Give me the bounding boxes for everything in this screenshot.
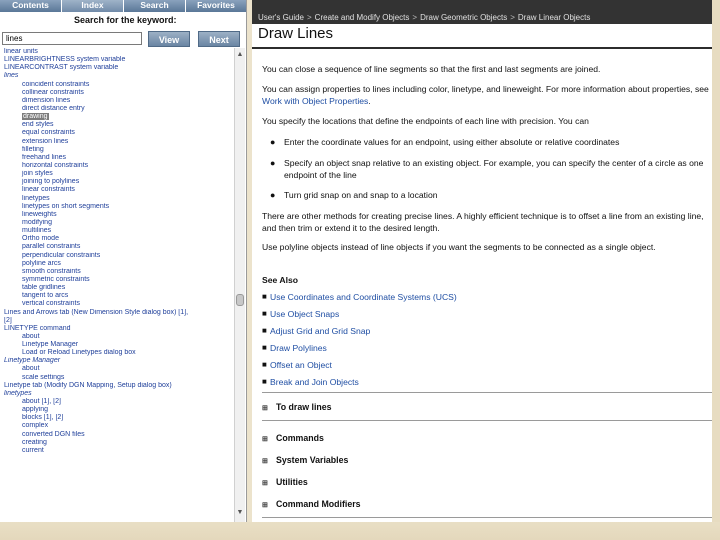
plus-box-icon: ⊞	[262, 480, 268, 487]
index-entry[interactable]: Linetype tab (Modify DGN Mapping, Setup dialog box)	[4, 381, 172, 389]
see-also-heading: See Also	[262, 275, 298, 285]
section-to-draw-lines[interactable]: ⊞ To draw lines	[262, 401, 332, 413]
index-subentry[interactable]: freehand lines	[22, 153, 66, 161]
breadcrumb-separator-icon: >	[307, 13, 312, 22]
index-subentry[interactable]: about [1], [2]	[22, 398, 61, 406]
breadcrumb	[258, 13, 590, 22]
section-divider	[262, 392, 712, 393]
link-work-with-object-properties[interactable]: Work with Object Properties	[262, 95, 369, 106]
index-subentry[interactable]: linetypes on short segments	[22, 202, 110, 210]
breadcrumb-separator-icon: >	[510, 13, 515, 22]
index-entry[interactable]: lines	[4, 72, 19, 80]
breadcrumb-draw-linear[interactable]: Draw Linear Objects	[517, 13, 591, 22]
bullet-icon: ●	[270, 137, 276, 147]
index-subentry[interactable]: about	[22, 332, 40, 340]
breadcrumb-draw-geometric[interactable]: Draw Geometric Objects	[420, 13, 508, 22]
help-index-pane	[0, 0, 247, 522]
index-subentry[interactable]: direct distance entry	[22, 104, 85, 112]
index-subentry[interactable]: modifying	[22, 218, 52, 226]
index-subentry[interactable]: horizontal constraints	[22, 161, 89, 169]
see-also-link[interactable]: ■ Use Coordinates and Coordinate Systems (UCS)	[262, 292, 457, 302]
index-subentry[interactable]: Ortho mode	[22, 235, 59, 243]
section-divider	[262, 420, 712, 421]
index-subentry[interactable]: current	[22, 446, 44, 454]
bullet-icon: ■	[262, 326, 267, 335]
section-utilities[interactable]: ⊞ Utilities	[262, 476, 308, 488]
index-subentry[interactable]: dimension lines	[22, 96, 71, 104]
index-subentry[interactable]: collinear constraints	[22, 88, 84, 96]
index-subentry[interactable]: symmetric constraints	[22, 275, 90, 283]
next-button[interactable]: Next	[198, 31, 240, 47]
search-label: Search for the keyword:	[74, 15, 177, 25]
tab-index[interactable]: Index	[62, 0, 124, 12]
index-subentry[interactable]: complex	[22, 422, 49, 430]
index-entry[interactable]: LINEARBRIGHTNESS system variable	[4, 56, 126, 64]
help-content-pane	[252, 0, 712, 522]
index-subentry[interactable]: drawing	[23, 113, 48, 121]
paragraph-polyline: Use polyline objects instead of line objects if you want the segments to be connected as a single object.	[262, 242, 656, 252]
index-subentry[interactable]: converted DGN files	[22, 430, 85, 438]
see-also-link[interactable]: ■ Use Object Snaps	[262, 309, 340, 319]
index-entry[interactable]: linetypes	[4, 389, 32, 397]
scroll-down-icon[interactable]: ▼	[236, 509, 244, 516]
title-divider	[252, 47, 712, 49]
tab-favorites[interactable]: Favorites	[186, 0, 246, 12]
scroll-up-icon[interactable]: ▲	[236, 51, 244, 58]
tab-contents[interactable]: Contents	[0, 0, 62, 12]
plus-box-icon: ⊞	[262, 405, 268, 412]
index-entry[interactable]: LINEARCONTRAST system variable	[4, 64, 119, 72]
paragraph-properties-text: You can assign properties to lines including color, linetype, and lineweight. For more information about properties, see	[262, 84, 709, 94]
index-subentry[interactable]: multilines	[22, 227, 52, 235]
index-subentry[interactable]: scale settings	[22, 373, 65, 381]
index-subentry[interactable]: table gridlines	[22, 284, 66, 292]
index-subentry[interactable]: creating	[22, 438, 47, 446]
bullet-icon: ■	[262, 377, 267, 386]
tab-search[interactable]: Search	[124, 0, 186, 12]
breadcrumb-separator-icon: >	[412, 13, 418, 22]
index-subentry[interactable]: join styles	[22, 170, 53, 178]
index-subentry[interactable]: polyline arcs	[22, 259, 61, 267]
bullet-item	[270, 137, 710, 149]
bullet-icon: ■	[262, 292, 267, 301]
index-subentry[interactable]: lineweights	[22, 210, 57, 218]
plus-box-icon: ⊞	[262, 458, 268, 465]
breadcrumb-users-guide[interactable]: User's Guide	[258, 13, 304, 22]
bullet-icon: ■	[262, 360, 267, 369]
paragraph-other-methods: There are other methods for creating precise lines. A highly efficient technique is to offset a line from an existing line, and then trim or extend it to the desired length.	[262, 211, 704, 233]
index-subentry[interactable]: joining to polylines	[22, 178, 80, 186]
index-scrollbar[interactable]	[234, 48, 245, 522]
scroll-thumb[interactable]	[236, 294, 244, 306]
index-subentry[interactable]: applying	[22, 406, 49, 414]
breadcrumb-bar	[252, 0, 712, 24]
index-subentry[interactable]: about	[22, 365, 40, 373]
index-subentry[interactable]: linetypes	[22, 194, 50, 202]
index-entry[interactable]: Linetype Manager	[4, 357, 61, 365]
index-subentry[interactable]: tangent to arcs	[22, 292, 69, 300]
plus-box-icon: ⊞	[262, 502, 268, 509]
index-subentry[interactable]: blocks [1], [2]	[22, 414, 64, 422]
bullet-icon: ●	[270, 190, 276, 200]
background-border	[0, 522, 720, 540]
index-subentry[interactable]: filleting	[22, 145, 44, 153]
index-subentry[interactable]: Load or Reload Linetypes dialog box	[22, 349, 136, 357]
see-also-link[interactable]: ■ Draw Polylines	[262, 343, 327, 353]
bullet-text: Turn grid snap on and snap to a location	[284, 190, 438, 200]
section-commands[interactable]: ⊞ Commands	[262, 432, 324, 444]
index-subentry[interactable]: parallel constraints	[22, 243, 81, 251]
paragraph-specify-locations: You specify the locations that define the endpoints of each line with precision. You can	[262, 116, 589, 126]
index-entry[interactable]: Lines and Arrows tab (New Dimension Style dialog box) [1],	[4, 308, 189, 316]
see-also-link[interactable]: ■ Adjust Grid and Grid Snap	[262, 326, 371, 336]
bullet-item	[270, 190, 710, 202]
paragraph-close-sequence: You can close a sequence of line segments so that the first and last segments are joined.	[262, 64, 601, 74]
index-entry[interactable]: LINETYPE command	[4, 324, 71, 332]
index-subentry[interactable]: Linetype Manager	[22, 341, 79, 349]
bullet-text: Specify an object snap relative to an existing object. For example, you can specify the center of a circle as one endpoint of the line	[284, 158, 704, 180]
breadcrumb-create-modify[interactable]: Create and Modify Objects	[314, 13, 410, 22]
index-subentry[interactable]: perpendicular constraints	[22, 251, 101, 259]
view-button[interactable]: View	[148, 31, 190, 47]
background-border	[712, 0, 720, 540]
bullet-icon: ■	[262, 309, 267, 318]
plus-box-icon: ⊞	[262, 436, 268, 443]
index-subentry[interactable]: smooth constraints	[22, 267, 81, 275]
paragraph-properties-end: .	[368, 95, 371, 106]
bullet-icon: ●	[270, 158, 276, 168]
index-subentry[interactable]: extension lines	[22, 137, 69, 145]
page-title: Draw Lines	[258, 25, 334, 42]
bullet-text: Enter the coordinate values for an endpoint, using either absolute or relative coordinates	[284, 137, 620, 147]
index-subentry[interactable]: linear constraints	[22, 186, 75, 194]
section-divider	[262, 517, 712, 518]
bullet-item	[270, 158, 710, 181]
see-also-link[interactable]: ■ Offset an Object	[262, 360, 332, 370]
index-entry[interactable]: linear units	[4, 48, 38, 55]
keyword-search-input[interactable]	[2, 32, 142, 45]
bullet-icon: ■	[262, 343, 267, 352]
section-command-modifiers[interactable]: ⊞ Command Modifiers	[262, 498, 361, 510]
paragraph-properties	[262, 84, 710, 107]
index-subentry[interactable]: equal constraints	[22, 129, 75, 137]
help-tab-bar	[0, 0, 246, 12]
section-system-variables[interactable]: ⊞ System Variables	[262, 454, 348, 466]
index-subentry[interactable]: vertical constraints	[22, 300, 80, 308]
index-list	[4, 48, 232, 455]
index-entry[interactable]: [2]	[4, 316, 12, 324]
index-subentry[interactable]: end styles	[22, 121, 54, 129]
index-subentry[interactable]: coincident constraints	[22, 80, 90, 88]
see-also-link[interactable]: ■ Break and Join Objects	[262, 377, 359, 387]
